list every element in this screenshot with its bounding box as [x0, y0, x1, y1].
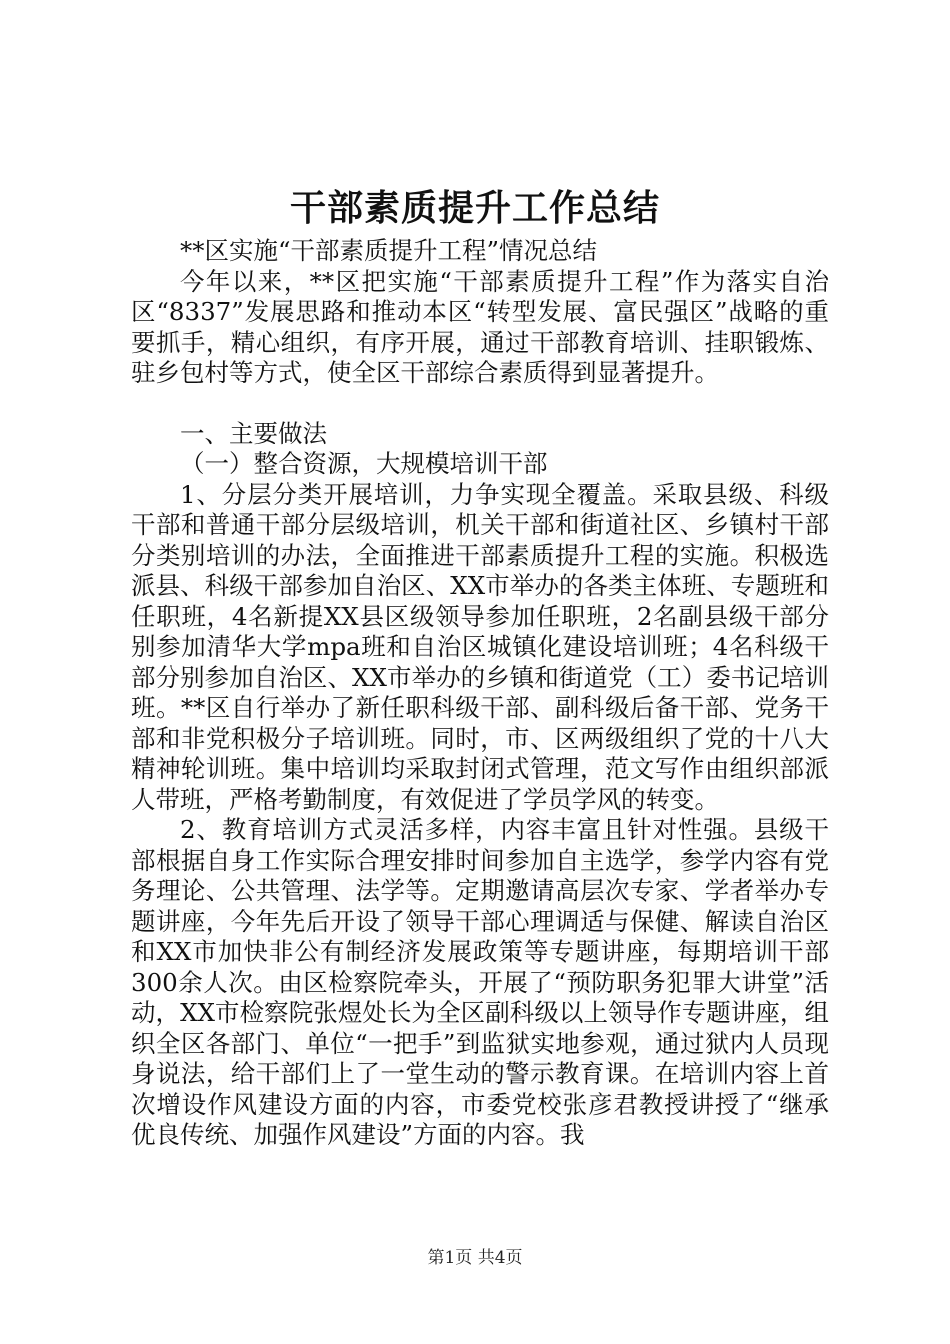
intro-paragraph: 今年以来，**区把实施“干部素质提升工程”作为落实自治区“8337”发展思路和推动本区“转型发展、富民强区”战略的重要抓手，精心组织，有序开展，通过干部教育培训、挂职锻炼、驻乡包村等方式，使全区干部综合素质得到显著提升。: [131, 266, 829, 387]
subsection-heading: （一）整合资源，大规模培训干部: [180, 449, 548, 478]
document-body: [131, 236, 829, 1151]
body-paragraph: 2、教育培训方式灵活多样，内容丰富且针对性强。县级干部根据自身工作实际合理安排时间参加自主选学，参学内容有党务理论、公共管理、法学等。定期邀请高层次专家、学者举办专题讲座，今年先后开设了领导干部心理调适与保健、解读自治区和XX市加快非公有制经济发展政策等专题讲座，每期培训干部300余人次。由区检察院牵头，开展了“预防职务犯罪大讲堂”活动，XX市检察院张煜处长为全区副科级以上领导作专题讲座，组织全区各部门、单位“一把手”到监狱实地参观，通过狱内人员现身说法，给干部们上了一堂生动的警示教育课。在培训内容上首次增设作风建设方面的内容，市委党校张彦君教授讲授了“继承优良传统、加强作风建设”方面的内容。我: [131, 815, 829, 1149]
document-title: 干部素质提升工作总结: [289, 187, 660, 229]
body-paragraph: 1、分层分类开展培训，力争实现全覆盖。采取县级、科级干部和普通干部分层级培训，机关干部和街道社区、乡镇村干部分类别培训的办法，全面推进干部素质提升工程的实施。积极选派县、科级干部参加自治区、XX市举办的各类主体班、专题班和任职班，4名新提XX县区级领导参加任职班，2名副县级干部分别参加清华大学mpa班和自治区城镇化建设培训班；4名科级干部分别参加自治区、XX市举办的乡镇和街道党（工）委书记培训班。**区自行举办了新任职科级干部、副科级后备干部、党务干部和非党积极分子培训班。同时，市、区两级组织了党的十八大精神轮训班。集中培训均采取封闭式管理，范文写作由组织部派人带班，严格考勤制度，有效促进了学员学风的转变。: [131, 479, 829, 814]
section-heading: 一、主要做法: [180, 418, 327, 448]
page-footer: 第1页 共4页: [427, 1248, 523, 1268]
paragraph-spacer: [131, 389, 829, 419]
subtitle-paragraph: **区实施“干部素质提升工程”情况总结: [180, 236, 598, 265]
